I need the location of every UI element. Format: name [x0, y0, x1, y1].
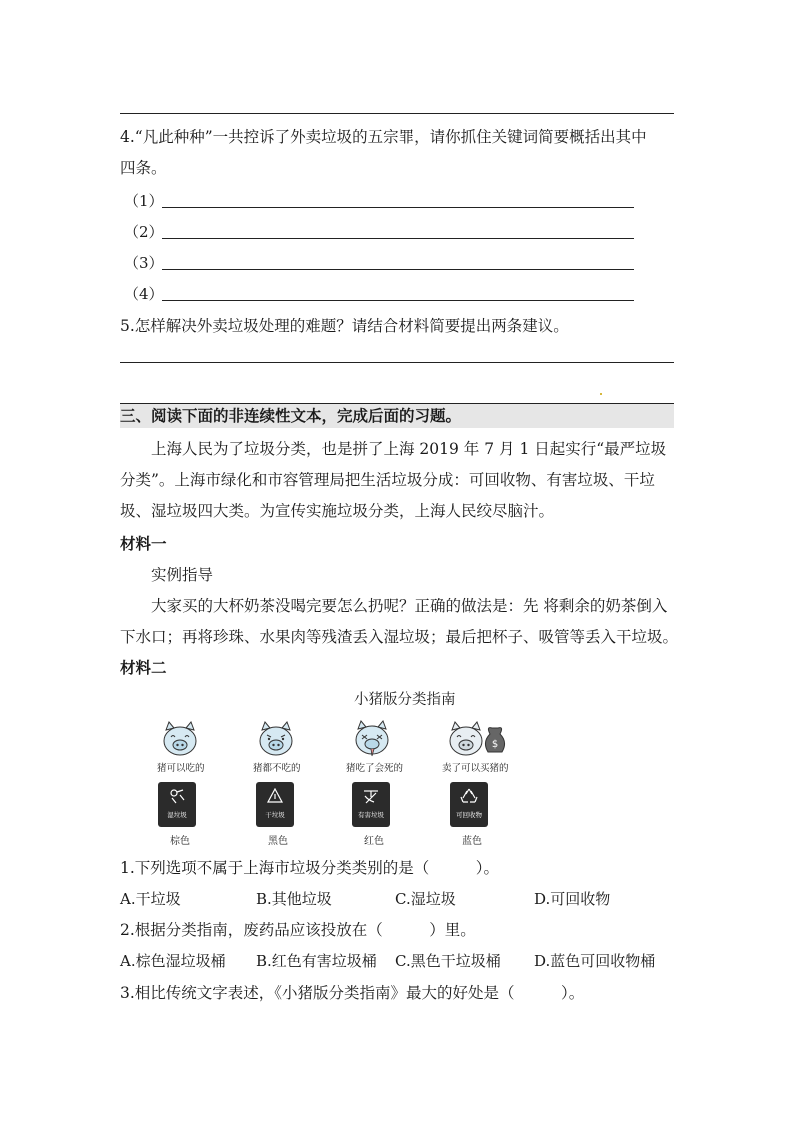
pig-happy-icon	[160, 720, 200, 758]
material-1-label: 材料一	[120, 534, 167, 553]
blank-number: （2）	[124, 223, 164, 241]
answer-blank-1[interactable]	[124, 190, 164, 212]
wet-waste-icon	[168, 788, 186, 804]
option-b[interactable]: B.红色有害垃圾桶	[256, 952, 377, 970]
pig-caption-2: 猪都不吃的	[253, 763, 301, 774]
blank-number: （3）	[124, 254, 164, 272]
pig-caption-3: 猪吃了会死的	[346, 763, 404, 774]
question-1: 1.下列选项不属于上海市垃圾分类类别的是（ ）。	[120, 859, 500, 877]
answer-blank-3[interactable]	[124, 252, 164, 274]
answer-blank-4[interactable]	[124, 283, 164, 305]
recyclable-bin	[450, 782, 488, 827]
answer-line-q5[interactable]	[120, 362, 674, 363]
pig-sad-icon	[256, 720, 296, 758]
worksheet-page	[120, 0, 679, 1123]
bin-label: 可回收物	[456, 811, 482, 819]
option-a[interactable]: A.干垃圾	[120, 890, 181, 908]
recyclable-icon	[460, 788, 478, 804]
option-d[interactable]: D.蓝色可回收物桶	[534, 952, 656, 970]
question-4-line-1: 4.“凡此种种”一共控诉了外卖垃圾的五宗罪，请你抓住关键词简要概括出其中	[120, 128, 647, 146]
bin-color-1: 棕色	[170, 836, 190, 847]
intro-line-2: 分类”。上海市绿化和市容管理局把生活垃圾分成：可回收物、有害垃圾、干垃	[120, 471, 655, 489]
option-c[interactable]: C.黑色干垃圾桶	[395, 952, 501, 970]
bin-color-3: 红色	[364, 836, 384, 847]
option-d[interactable]: D.可回收物	[534, 890, 611, 908]
svg-text:$: $	[491, 739, 499, 750]
section-3-heading: 三、阅读下面的非连续性文本，完成后面的习题。	[120, 404, 674, 428]
material-1-subtitle: 实例指导	[151, 566, 214, 584]
intro-line-1: 上海人民为了垃圾分类，也是拼了上海 2019 年 7 月 1 日起实行“最严垃圾	[151, 440, 667, 458]
intro-line-3: 圾、湿垃圾四大类。为宣传实施垃圾分类，上海人民绞尽脑汁。	[120, 502, 555, 520]
answer-line-top	[120, 113, 674, 114]
question-4-line-2: 四条。	[120, 159, 167, 177]
pig-caption-1: 猪可以吃的	[157, 763, 205, 774]
bin-label: 有害垃圾	[358, 811, 384, 819]
dry-waste-bin	[256, 782, 294, 827]
blank-underline	[162, 238, 634, 239]
pig-sick-icon	[352, 720, 392, 758]
stray-dot	[600, 393, 602, 395]
figure-title: 小猪版分类指南	[354, 692, 456, 708]
hazardous-waste-bin	[352, 782, 390, 827]
pig-money-icon	[446, 720, 508, 758]
question-3: 3.相比传统文字表述，《小猪版分类指南》最大的好处是（ ）。	[120, 984, 585, 1002]
bin-color-2: 黑色	[268, 836, 288, 847]
option-b[interactable]: B.其他垃圾	[256, 890, 332, 908]
blank-underline	[162, 207, 634, 208]
bin-label: 湿垃圾	[167, 811, 187, 819]
option-c[interactable]: C.湿垃圾	[395, 890, 456, 908]
blank-underline	[162, 300, 634, 301]
question-5: 5.怎样解决外卖垃圾处理的难题？请结合材料简要提出两条建议。	[120, 317, 569, 335]
blank-underline	[162, 269, 634, 270]
material-2-label: 材料二	[120, 658, 167, 677]
answer-blank-2[interactable]	[124, 221, 164, 243]
option-a[interactable]: A.棕色湿垃圾桶	[120, 952, 226, 970]
question-2: 2.根据分类指南，废药品应该投放在（ ）里。	[120, 921, 476, 939]
dry-waste-icon	[266, 788, 284, 804]
hazardous-waste-icon	[362, 788, 380, 804]
blank-number: （1）	[124, 192, 164, 210]
blank-number: （4）	[124, 285, 164, 303]
bin-color-4: 蓝色	[462, 836, 482, 847]
bin-label: 干垃圾	[265, 811, 285, 819]
material-1-line-2: 下水口；再将珍珠、水果肉等残渣丢入湿垃圾；最后把杯子、吸管等丢入干垃圾。	[120, 628, 679, 646]
pig-caption-4: 卖了可以买猪的	[442, 763, 509, 774]
wet-waste-bin	[158, 782, 196, 827]
material-1-line-1: 大家买的大杯奶茶没喝完要怎么扔呢？正确的做法是：先 将剩余的奶茶倒入	[151, 597, 668, 615]
